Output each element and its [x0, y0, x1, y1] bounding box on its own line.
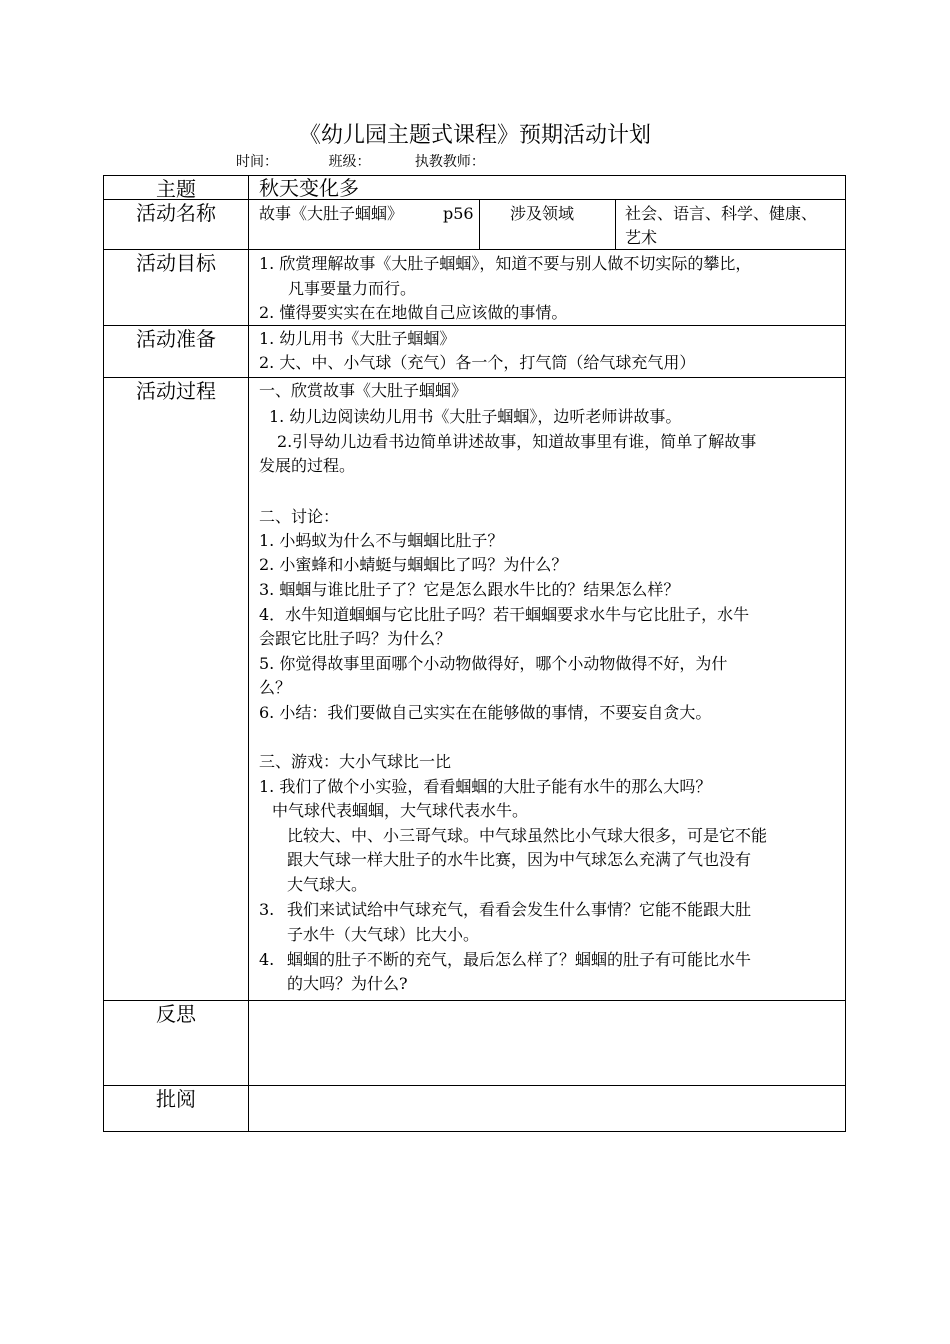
reflection-label-cell [103, 1000, 249, 1086]
theme-value: 秋天变化多 [259, 176, 359, 200]
domain-label-cell [479, 199, 616, 250]
prep-1: 1. 幼儿用书《大肚子蝈蝈》 [259, 329, 456, 348]
goals-label-cell [103, 249, 249, 326]
process-line: 1. 小蚂蚁为什么不与蝈蝈比肚子？ [259, 531, 504, 550]
reflection-value-cell[interactable] [248, 1000, 846, 1086]
prep-value-cell [248, 325, 846, 378]
goal-2: 2. 懂得要实实在在地做自己应该做的事情。 [259, 303, 568, 322]
goals-value-cell [248, 249, 846, 326]
process-value-cell [248, 377, 846, 1001]
process-line: 一、欣赏故事《大肚子蝈蝈》 [259, 381, 468, 400]
process-line: 三、游戏：大小气球比一比 [259, 752, 452, 771]
theme-label-cell [103, 175, 249, 200]
process-label: 活动过程 [136, 379, 216, 403]
process-line: 5. 你觉得故事里面哪个小动物做得好，哪个小动物做得不好，为什 [259, 654, 728, 673]
process-line: 二、讨论： [259, 507, 340, 526]
prep-label-cell [103, 325, 249, 378]
activity-name-value: 故事《大肚子蝈蝈》 [259, 204, 404, 223]
review-value-cell[interactable] [248, 1085, 846, 1132]
prep-2: 2. 大、中、小气球（充气）各一个，打气筒（给气球充气用） [259, 353, 696, 372]
theme-value-cell [248, 175, 846, 200]
meta-teacher: 执教教师： [414, 154, 485, 170]
process-line: 大气球大。 [287, 875, 368, 894]
process-line: 么？ [259, 678, 292, 697]
process-line: 我们来试试给中气球充气，看看会发生什么事情？它能不能跟大肚 [287, 900, 752, 919]
process-line: 3. 蝈蝈与谁比肚子了？它是怎么跟水牛比的？结果怎么样？ [259, 580, 680, 599]
process-line: 2.引导幼儿边看书边简单讲述故事，知道故事里有谁，简单了解故事 [277, 432, 757, 451]
process-line: 1. 幼儿边阅读幼儿用书《大肚子蝈蝈》，边听老师讲故事。 [269, 407, 682, 426]
activity-name-value-cell [248, 199, 480, 250]
meta-class: 班级： [328, 154, 371, 170]
process-line: 子水牛（大气球）比大小。 [287, 925, 480, 944]
process-line: 发展的过程。 [259, 456, 356, 475]
theme-label: 主题 [156, 177, 196, 201]
process-line: 1. 我们了做个小实验，看看蝈蝈的大肚子能有水牛的那么大吗？ [259, 777, 712, 796]
process-line: 4．水牛知道蝈蝈与它比肚子吗？若干蝈蝈要求水牛与它比肚子，水牛 [259, 605, 750, 624]
process-line: 跟大气球一样大肚子的水牛比赛，因为中气球怎么充满了气也没有 [287, 850, 752, 869]
process-line: 6. 小结：我们要做自己实实在在能够做的事情，不要妄自贪大。 [259, 703, 712, 722]
page-title: 《幼儿园主题式课程》预期活动计划 [298, 123, 651, 148]
process-line: 的大吗？为什么? [287, 974, 408, 993]
meta-line [236, 153, 485, 171]
reflection-label: 反思 [156, 1002, 196, 1026]
process-line: 2. 小蜜蜂和小蜻蜓与蝈蝈比了吗？为什么？ [259, 555, 568, 574]
process-label-cell [103, 377, 249, 1001]
process-line: 会跟它比肚子吗？为什么？ [259, 629, 452, 648]
activity-name-label-cell [103, 199, 249, 250]
process-line: 中气球代表蝈蝈，大气球代表水牛。 [272, 801, 529, 820]
goal-1-cont: 凡事要量力而行。 [288, 279, 417, 298]
process-line: 3. [259, 900, 275, 919]
plan-table [103, 175, 846, 1132]
domain-value-line1: 社会、语言、科学、健康、 [625, 204, 818, 223]
process-line: 蝈蝈的肚子不断的充气，最后怎么样了？蝈蝈的肚子有可能比水牛 [287, 950, 752, 969]
domain-label: 涉及领域 [510, 204, 575, 223]
process-line: 4. [259, 950, 275, 969]
goals-label: 活动目标 [136, 251, 216, 275]
review-label: 批阅 [156, 1087, 196, 1111]
process-line: 比较大、中、小三哥气球。中气球虽然比小气球大很多，可是它不能 [287, 826, 768, 845]
review-label-cell [103, 1085, 249, 1132]
domain-value-cell [615, 199, 846, 250]
meta-time: 时间： [236, 154, 278, 170]
prep-label: 活动准备 [136, 327, 216, 351]
goal-1: 1. 欣赏理解故事《大肚子蝈蝈》，知道不要与别人做不切实际的攀比， [259, 254, 752, 273]
activity-page: p56 [443, 204, 474, 223]
activity-name-label: 活动名称 [136, 201, 216, 225]
domain-value-line2: 艺术 [625, 228, 658, 247]
